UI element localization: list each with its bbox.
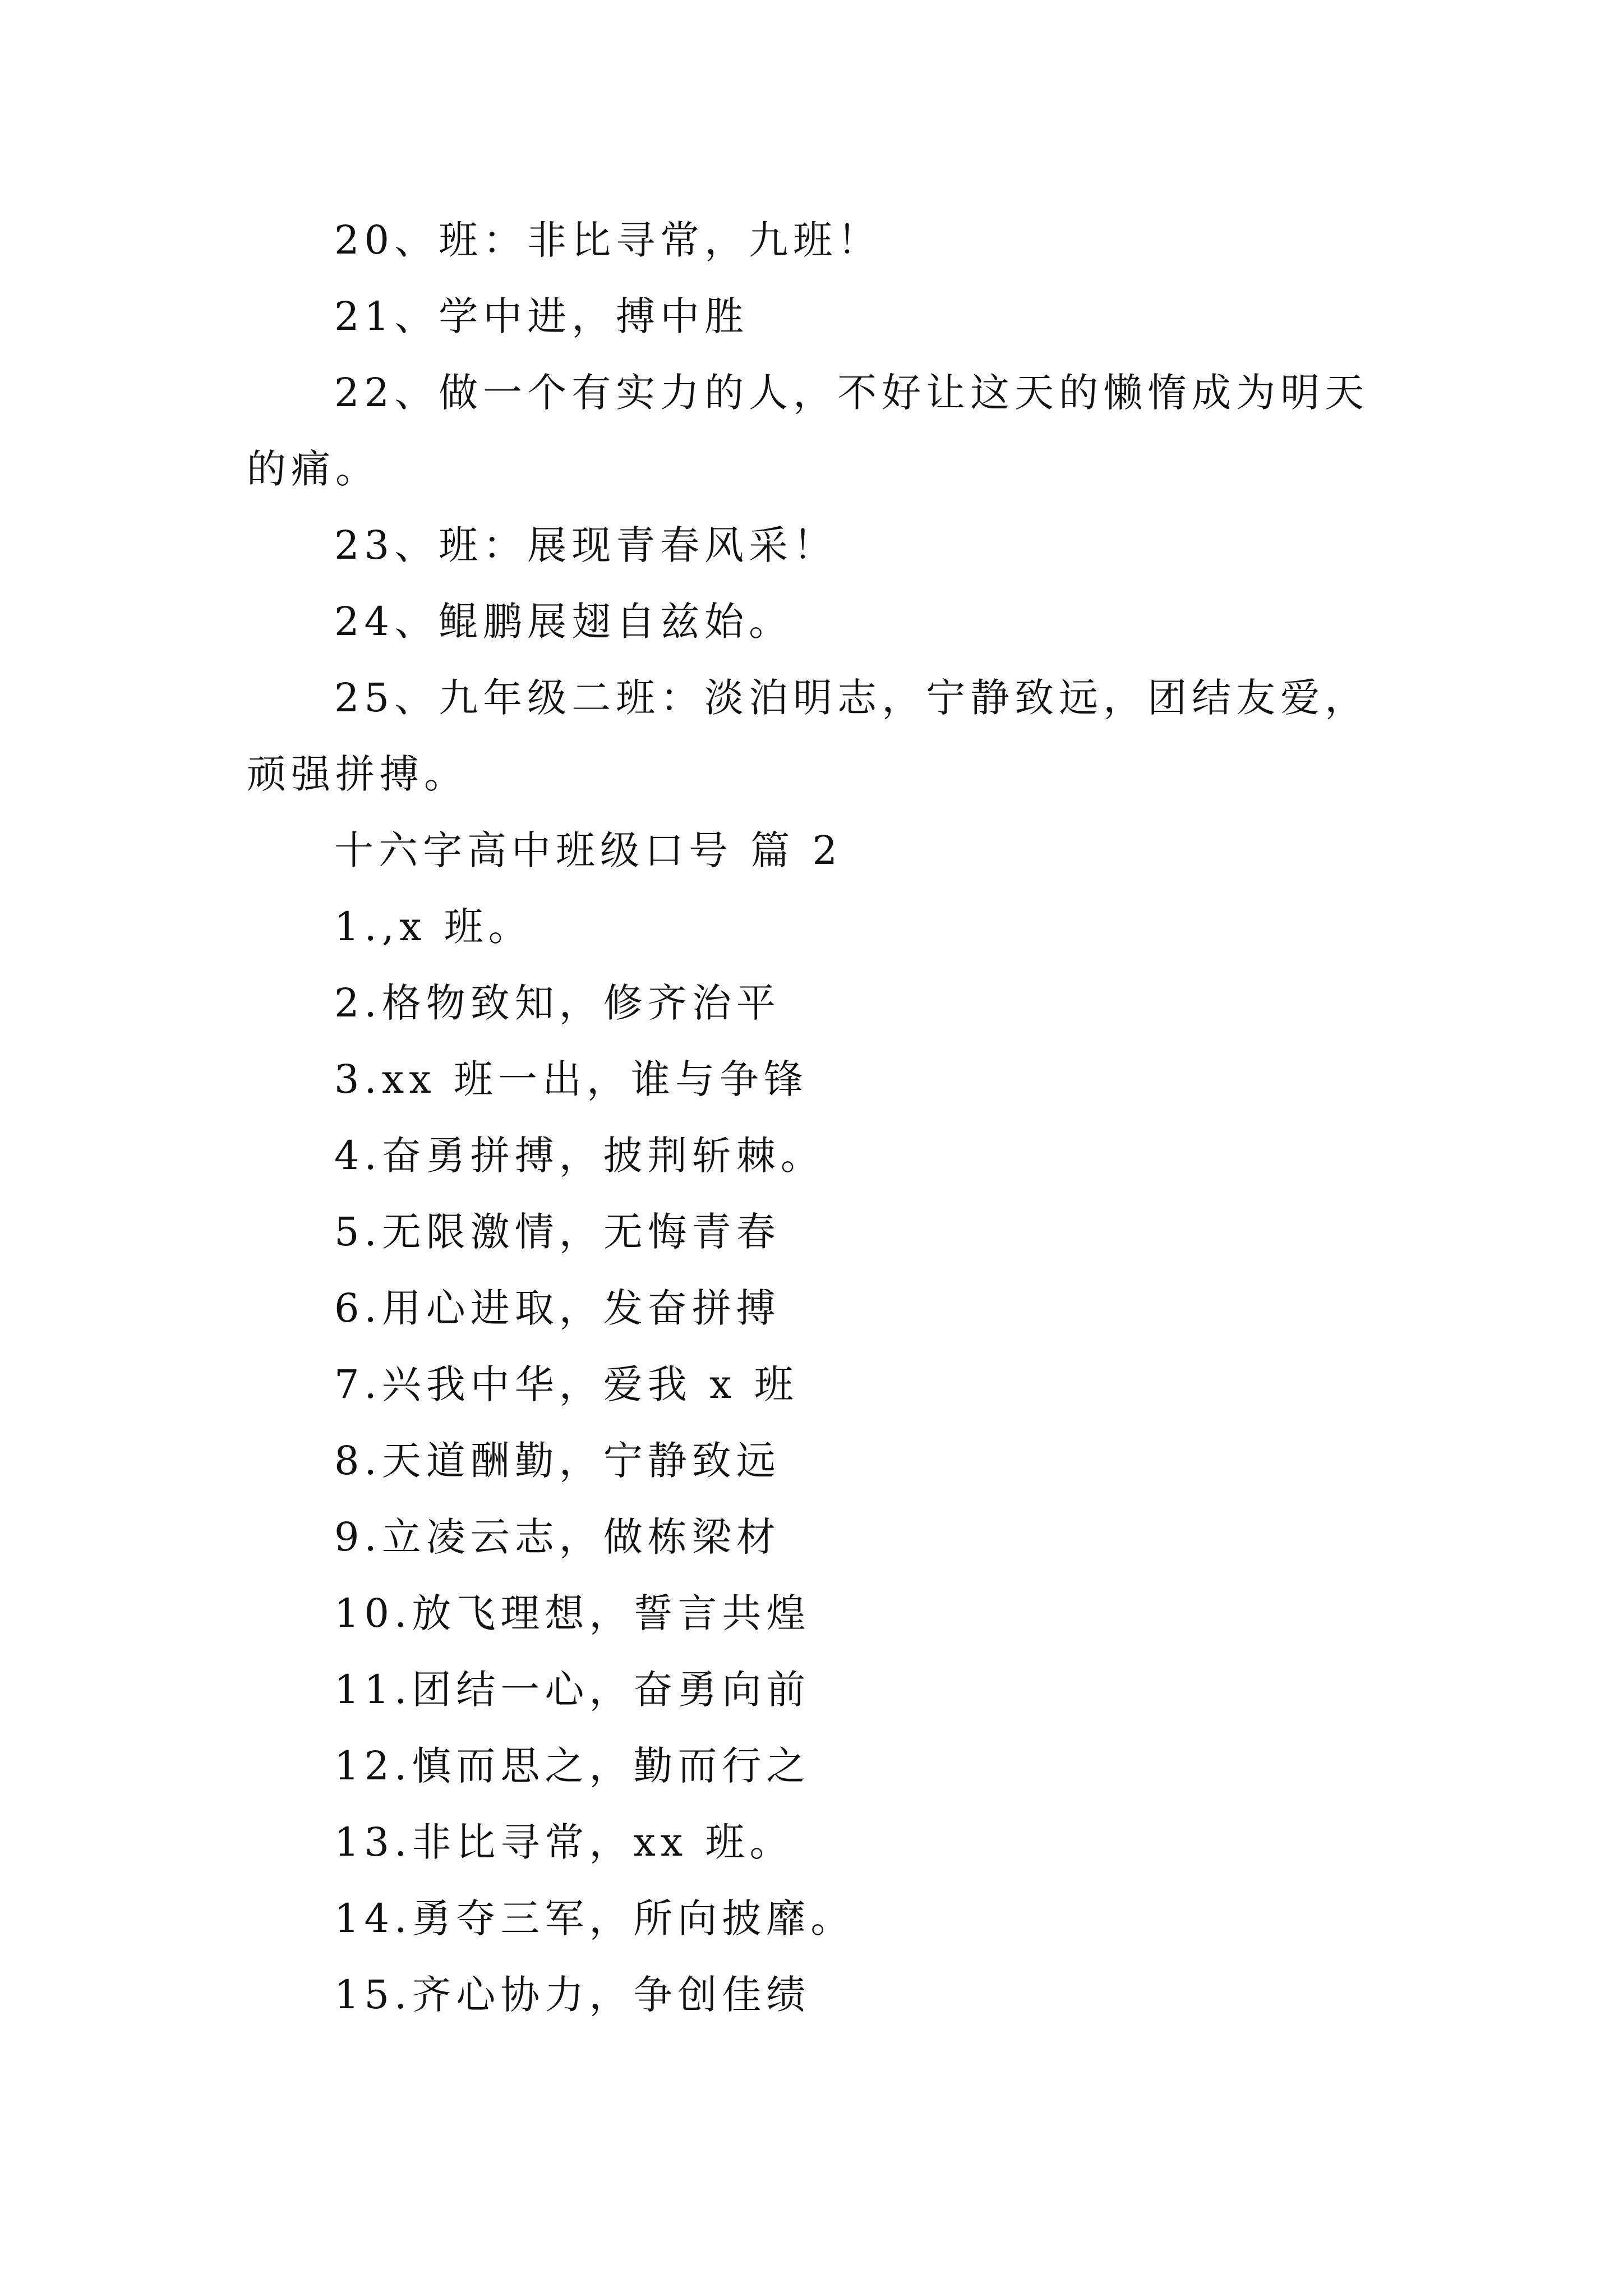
document-body	[247, 202, 1385, 2033]
list-item-12: 12.慎而思之，勤而行之	[334, 1743, 811, 1789]
list-item-2: 2.格物致知，修齐治平	[334, 980, 781, 1026]
section-heading: 十六字高中班级口号 篇 2	[334, 827, 843, 873]
list-item-5: 5.无限激情，无悔青春	[334, 1209, 781, 1255]
slogan-line-20: 20、班：非比寻常，九班！	[334, 217, 882, 263]
list-item-6: 6.用心进取，发奋拼搏	[334, 1285, 781, 1331]
list-item-8: 8.天道酬勤，宁静致远	[334, 1438, 781, 1484]
list-item-14: 14.勇夺三军，所向披靡。	[334, 1895, 855, 1941]
list-item-1: 1.,x 班。	[334, 904, 533, 950]
list-item-3: 3.xx 班一出，谁与争锋	[334, 1056, 808, 1102]
list-item-11: 11.团结一心，奋勇向前	[334, 1667, 811, 1713]
slogan-line-21: 21、学中进，搏中胜	[334, 293, 749, 339]
slogan-line-24: 24、鲲鹏展翅自兹始。	[334, 599, 794, 645]
list-item-13: 13.非比寻常，xx 班。	[334, 1819, 794, 1865]
list-item-15: 15.齐心协力，争创佳绩	[334, 1972, 811, 2018]
slogan-line-25: 25、九年级二班：淡泊明志，宁静致远，团结友爱，顽强拼搏。	[247, 675, 1370, 797]
list-item-7: 7.兴我中华，爱我 x 班	[334, 1361, 799, 1407]
list-item-4: 4.奋勇拼搏，披荆斩棘。	[334, 1133, 825, 1179]
slogan-line-22: 22、做一个有实力的人，不好让这天的懒惰成为明天的痛。	[247, 370, 1370, 492]
slogan-line-23: 23、班：展现青春风采！	[334, 522, 838, 568]
list-item-9: 9.立凌云志，做栋梁材	[334, 1514, 781, 1560]
list-item-10: 10.放飞理想，誓言共煌	[334, 1590, 811, 1636]
